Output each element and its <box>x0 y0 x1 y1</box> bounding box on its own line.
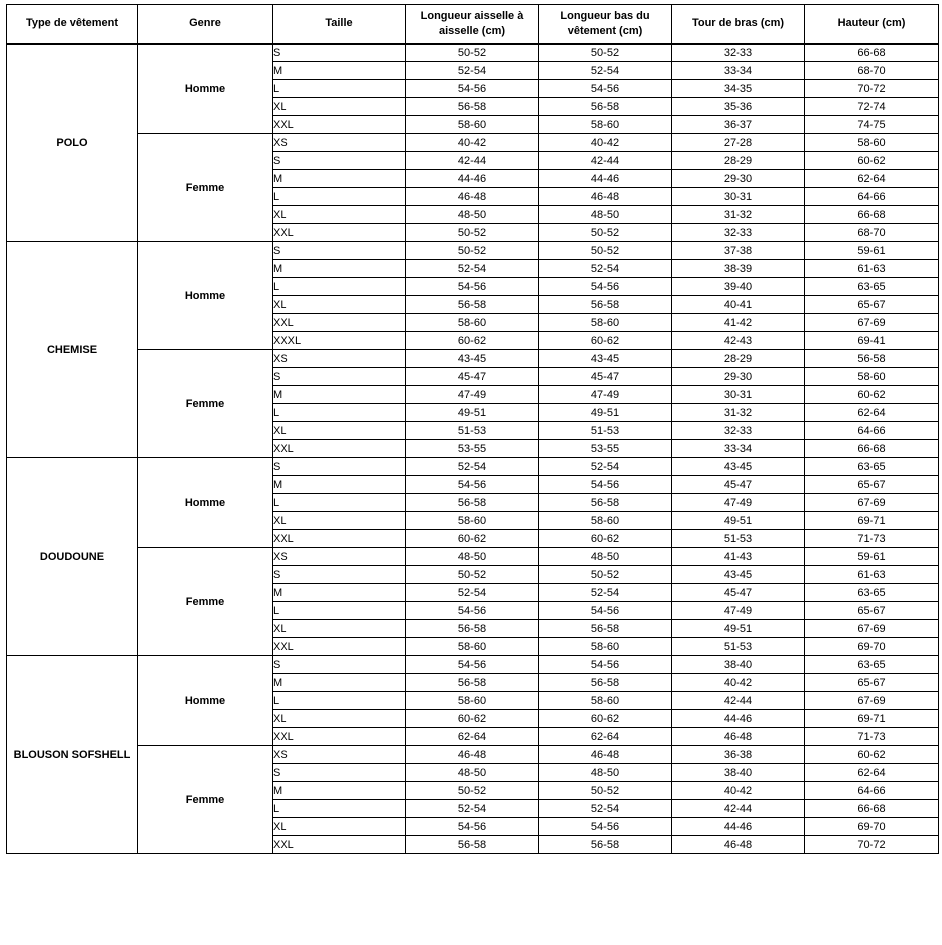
size-cell: XXL <box>273 440 406 458</box>
size-cell: L <box>273 188 406 206</box>
size-cell: L <box>273 404 406 422</box>
table-row <box>7 134 939 152</box>
header-bottom-length: Longueur bas du vêtement (cm) <box>539 5 672 44</box>
armpit-length-cell: 44-46 <box>406 170 539 188</box>
size-cell: S <box>273 44 406 62</box>
armpit-length-cell: 49-51 <box>406 404 539 422</box>
height-cell: 71-73 <box>805 728 939 746</box>
armpit-length-cell: 60-62 <box>406 530 539 548</box>
height-cell: 65-67 <box>805 674 939 692</box>
arm-circumference-cell: 41-42 <box>672 314 805 332</box>
bottom-length-cell: 52-54 <box>539 458 672 476</box>
bottom-length-cell: 62-64 <box>539 728 672 746</box>
armpit-length-cell: 52-54 <box>406 584 539 602</box>
header-size: Taille <box>273 5 406 44</box>
arm-circumference-cell: 44-46 <box>672 818 805 836</box>
bottom-length-cell: 54-56 <box>539 602 672 620</box>
height-cell: 58-60 <box>805 368 939 386</box>
header-arm-circumference: Tour de bras (cm) <box>672 5 805 44</box>
size-cell: XL <box>273 206 406 224</box>
height-cell: 62-64 <box>805 404 939 422</box>
gender-cell: Homme <box>138 656 273 746</box>
size-cell: S <box>273 368 406 386</box>
height-cell: 68-70 <box>805 62 939 80</box>
size-cell: M <box>273 584 406 602</box>
armpit-length-cell: 53-55 <box>406 440 539 458</box>
armpit-length-cell: 56-58 <box>406 836 539 854</box>
size-cell: M <box>273 386 406 404</box>
arm-circumference-cell: 30-31 <box>672 188 805 206</box>
bottom-length-cell: 48-50 <box>539 764 672 782</box>
size-cell: XS <box>273 134 406 152</box>
arm-circumference-cell: 45-47 <box>672 476 805 494</box>
height-cell: 62-64 <box>805 170 939 188</box>
arm-circumference-cell: 29-30 <box>672 170 805 188</box>
arm-circumference-cell: 39-40 <box>672 278 805 296</box>
bottom-length-cell: 56-58 <box>539 494 672 512</box>
size-cell: S <box>273 764 406 782</box>
armpit-length-cell: 48-50 <box>406 206 539 224</box>
table-row <box>7 242 939 260</box>
garment-type-cell: DOUDOUNE <box>7 458 138 656</box>
bottom-length-cell: 50-52 <box>539 566 672 584</box>
armpit-length-cell: 54-56 <box>406 602 539 620</box>
bottom-length-cell: 56-58 <box>539 296 672 314</box>
header-height: Hauteur (cm) <box>805 5 939 44</box>
arm-circumference-cell: 40-41 <box>672 296 805 314</box>
arm-circumference-cell: 32-33 <box>672 224 805 242</box>
arm-circumference-cell: 47-49 <box>672 494 805 512</box>
bottom-length-cell: 54-56 <box>539 278 672 296</box>
armpit-length-cell: 43-45 <box>406 350 539 368</box>
height-cell: 69-71 <box>805 710 939 728</box>
arm-circumference-cell: 28-29 <box>672 152 805 170</box>
armpit-length-cell: 58-60 <box>406 638 539 656</box>
armpit-length-cell: 58-60 <box>406 692 539 710</box>
size-cell: XXL <box>273 116 406 134</box>
bottom-length-cell: 54-56 <box>539 656 672 674</box>
armpit-length-cell: 46-48 <box>406 188 539 206</box>
armpit-length-cell: 46-48 <box>406 746 539 764</box>
armpit-length-cell: 54-56 <box>406 818 539 836</box>
armpit-length-cell: 58-60 <box>406 314 539 332</box>
height-cell: 67-69 <box>805 692 939 710</box>
height-cell: 64-66 <box>805 188 939 206</box>
arm-circumference-cell: 51-53 <box>672 530 805 548</box>
bottom-length-cell: 52-54 <box>539 584 672 602</box>
height-cell: 63-65 <box>805 584 939 602</box>
armpit-length-cell: 56-58 <box>406 98 539 116</box>
gender-cell: Femme <box>138 350 273 458</box>
arm-circumference-cell: 46-48 <box>672 728 805 746</box>
armpit-length-cell: 52-54 <box>406 800 539 818</box>
armpit-length-cell: 52-54 <box>406 62 539 80</box>
size-cell: XXL <box>273 728 406 746</box>
size-cell: L <box>273 602 406 620</box>
arm-circumference-cell: 45-47 <box>672 584 805 602</box>
bottom-length-cell: 56-58 <box>539 674 672 692</box>
size-cell: XL <box>273 98 406 116</box>
arm-circumference-cell: 31-32 <box>672 206 805 224</box>
size-chart-table <box>6 4 939 854</box>
height-cell: 61-63 <box>805 260 939 278</box>
gender-cell: Femme <box>138 746 273 854</box>
size-cell: L <box>273 692 406 710</box>
height-cell: 70-72 <box>805 80 939 98</box>
height-cell: 65-67 <box>805 476 939 494</box>
arm-circumference-cell: 38-40 <box>672 656 805 674</box>
height-cell: 66-68 <box>805 44 939 62</box>
armpit-length-cell: 62-64 <box>406 728 539 746</box>
armpit-length-cell: 50-52 <box>406 242 539 260</box>
bottom-length-cell: 47-49 <box>539 386 672 404</box>
armpit-length-cell: 54-56 <box>406 656 539 674</box>
height-cell: 67-69 <box>805 314 939 332</box>
table-body <box>7 44 939 854</box>
bottom-length-cell: 51-53 <box>539 422 672 440</box>
bottom-length-cell: 52-54 <box>539 800 672 818</box>
size-cell: S <box>273 152 406 170</box>
bottom-length-cell: 49-51 <box>539 404 672 422</box>
arm-circumference-cell: 43-45 <box>672 458 805 476</box>
size-cell: XXL <box>273 530 406 548</box>
height-cell: 69-41 <box>805 332 939 350</box>
height-cell: 67-69 <box>805 494 939 512</box>
size-cell: M <box>273 170 406 188</box>
armpit-length-cell: 56-58 <box>406 620 539 638</box>
size-cell: XL <box>273 296 406 314</box>
bottom-length-cell: 56-58 <box>539 836 672 854</box>
arm-circumference-cell: 42-44 <box>672 692 805 710</box>
height-cell: 58-60 <box>805 134 939 152</box>
height-cell: 66-68 <box>805 440 939 458</box>
armpit-length-cell: 60-62 <box>406 332 539 350</box>
size-cell: M <box>273 782 406 800</box>
height-cell: 62-64 <box>805 764 939 782</box>
bottom-length-cell: 50-52 <box>539 44 672 62</box>
size-cell: XL <box>273 710 406 728</box>
arm-circumference-cell: 27-28 <box>672 134 805 152</box>
bottom-length-cell: 40-42 <box>539 134 672 152</box>
table-row <box>7 44 939 62</box>
armpit-length-cell: 50-52 <box>406 224 539 242</box>
bottom-length-cell: 60-62 <box>539 332 672 350</box>
garment-type-cell: BLOUSON SOFSHELL <box>7 656 138 854</box>
height-cell: 65-67 <box>805 602 939 620</box>
arm-circumference-cell: 33-34 <box>672 440 805 458</box>
height-cell: 69-70 <box>805 638 939 656</box>
size-cell: XXL <box>273 314 406 332</box>
arm-circumference-cell: 33-34 <box>672 62 805 80</box>
height-cell: 63-65 <box>805 458 939 476</box>
bottom-length-cell: 56-58 <box>539 620 672 638</box>
size-cell: L <box>273 80 406 98</box>
arm-circumference-cell: 44-46 <box>672 710 805 728</box>
arm-circumference-cell: 35-36 <box>672 98 805 116</box>
bottom-length-cell: 58-60 <box>539 116 672 134</box>
size-cell: S <box>273 656 406 674</box>
table-row <box>7 350 939 368</box>
size-cell: XL <box>273 818 406 836</box>
height-cell: 60-62 <box>805 386 939 404</box>
armpit-length-cell: 56-58 <box>406 296 539 314</box>
bottom-length-cell: 50-52 <box>539 224 672 242</box>
size-cell: XXXL <box>273 332 406 350</box>
bottom-length-cell: 44-46 <box>539 170 672 188</box>
size-cell: L <box>273 278 406 296</box>
arm-circumference-cell: 38-39 <box>672 260 805 278</box>
bottom-length-cell: 58-60 <box>539 638 672 656</box>
size-cell: XL <box>273 512 406 530</box>
arm-circumference-cell: 49-51 <box>672 512 805 530</box>
armpit-length-cell: 48-50 <box>406 764 539 782</box>
bottom-length-cell: 58-60 <box>539 314 672 332</box>
armpit-length-cell: 48-50 <box>406 548 539 566</box>
arm-circumference-cell: 34-35 <box>672 80 805 98</box>
arm-circumference-cell: 36-37 <box>672 116 805 134</box>
size-cell: S <box>273 566 406 584</box>
bottom-length-cell: 54-56 <box>539 80 672 98</box>
height-cell: 69-71 <box>805 512 939 530</box>
size-cell: M <box>273 62 406 80</box>
header-row <box>7 5 939 44</box>
height-cell: 63-65 <box>805 656 939 674</box>
height-cell: 68-70 <box>805 224 939 242</box>
size-cell: XS <box>273 350 406 368</box>
size-cell: M <box>273 674 406 692</box>
height-cell: 60-62 <box>805 152 939 170</box>
size-cell: XS <box>273 746 406 764</box>
arm-circumference-cell: 49-51 <box>672 620 805 638</box>
height-cell: 59-61 <box>805 548 939 566</box>
arm-circumference-cell: 51-53 <box>672 638 805 656</box>
height-cell: 66-68 <box>805 800 939 818</box>
size-cell: S <box>273 242 406 260</box>
arm-circumference-cell: 42-43 <box>672 332 805 350</box>
armpit-length-cell: 50-52 <box>406 566 539 584</box>
header-type: Type de vêtement <box>7 5 138 44</box>
height-cell: 61-63 <box>805 566 939 584</box>
table-row <box>7 746 939 764</box>
bottom-length-cell: 53-55 <box>539 440 672 458</box>
gender-cell: Homme <box>138 458 273 548</box>
arm-circumference-cell: 40-42 <box>672 782 805 800</box>
armpit-length-cell: 42-44 <box>406 152 539 170</box>
arm-circumference-cell: 47-49 <box>672 602 805 620</box>
armpit-length-cell: 54-56 <box>406 476 539 494</box>
height-cell: 67-69 <box>805 620 939 638</box>
bottom-length-cell: 43-45 <box>539 350 672 368</box>
gender-cell: Homme <box>138 242 273 350</box>
height-cell: 56-58 <box>805 350 939 368</box>
header-armpit-length: Longueur aisselle à aisselle (cm) <box>406 5 539 44</box>
armpit-length-cell: 60-62 <box>406 710 539 728</box>
size-cell: XL <box>273 620 406 638</box>
bottom-length-cell: 48-50 <box>539 548 672 566</box>
height-cell: 60-62 <box>805 746 939 764</box>
size-cell: XXL <box>273 638 406 656</box>
bottom-length-cell: 60-62 <box>539 530 672 548</box>
arm-circumference-cell: 28-29 <box>672 350 805 368</box>
size-cell: XXL <box>273 224 406 242</box>
size-cell: XS <box>273 548 406 566</box>
size-cell: XL <box>273 422 406 440</box>
bottom-length-cell: 45-47 <box>539 368 672 386</box>
armpit-length-cell: 58-60 <box>406 116 539 134</box>
bottom-length-cell: 58-60 <box>539 692 672 710</box>
armpit-length-cell: 52-54 <box>406 458 539 476</box>
arm-circumference-cell: 29-30 <box>672 368 805 386</box>
size-cell: M <box>273 476 406 494</box>
arm-circumference-cell: 32-33 <box>672 44 805 62</box>
armpit-length-cell: 50-52 <box>406 44 539 62</box>
armpit-length-cell: 40-42 <box>406 134 539 152</box>
arm-circumference-cell: 32-33 <box>672 422 805 440</box>
garment-type-cell: POLO <box>7 44 138 242</box>
armpit-length-cell: 50-52 <box>406 782 539 800</box>
table-row <box>7 548 939 566</box>
armpit-length-cell: 45-47 <box>406 368 539 386</box>
height-cell: 64-66 <box>805 782 939 800</box>
bottom-length-cell: 48-50 <box>539 206 672 224</box>
size-cell: S <box>273 458 406 476</box>
height-cell: 74-75 <box>805 116 939 134</box>
arm-circumference-cell: 42-44 <box>672 800 805 818</box>
armpit-length-cell: 47-49 <box>406 386 539 404</box>
armpit-length-cell: 56-58 <box>406 494 539 512</box>
table-row <box>7 458 939 476</box>
arm-circumference-cell: 37-38 <box>672 242 805 260</box>
garment-type-cell: CHEMISE <box>7 242 138 458</box>
bottom-length-cell: 50-52 <box>539 242 672 260</box>
height-cell: 69-70 <box>805 818 939 836</box>
arm-circumference-cell: 41-43 <box>672 548 805 566</box>
bottom-length-cell: 50-52 <box>539 782 672 800</box>
bottom-length-cell: 42-44 <box>539 152 672 170</box>
armpit-length-cell: 54-56 <box>406 80 539 98</box>
height-cell: 66-68 <box>805 206 939 224</box>
height-cell: 65-67 <box>805 296 939 314</box>
arm-circumference-cell: 30-31 <box>672 386 805 404</box>
armpit-length-cell: 52-54 <box>406 260 539 278</box>
bottom-length-cell: 54-56 <box>539 818 672 836</box>
arm-circumference-cell: 38-40 <box>672 764 805 782</box>
size-cell: XXL <box>273 836 406 854</box>
bottom-length-cell: 54-56 <box>539 476 672 494</box>
arm-circumference-cell: 40-42 <box>672 674 805 692</box>
height-cell: 70-72 <box>805 836 939 854</box>
arm-circumference-cell: 43-45 <box>672 566 805 584</box>
armpit-length-cell: 56-58 <box>406 674 539 692</box>
header-gender: Genre <box>138 5 273 44</box>
armpit-length-cell: 58-60 <box>406 512 539 530</box>
bottom-length-cell: 60-62 <box>539 710 672 728</box>
height-cell: 59-61 <box>805 242 939 260</box>
armpit-length-cell: 51-53 <box>406 422 539 440</box>
bottom-length-cell: 56-58 <box>539 98 672 116</box>
gender-cell: Femme <box>138 548 273 656</box>
arm-circumference-cell: 36-38 <box>672 746 805 764</box>
armpit-length-cell: 54-56 <box>406 278 539 296</box>
bottom-length-cell: 52-54 <box>539 260 672 278</box>
arm-circumference-cell: 31-32 <box>672 404 805 422</box>
gender-cell: Femme <box>138 134 273 242</box>
size-cell: L <box>273 800 406 818</box>
table-row <box>7 656 939 674</box>
height-cell: 72-74 <box>805 98 939 116</box>
height-cell: 64-66 <box>805 422 939 440</box>
bottom-length-cell: 58-60 <box>539 512 672 530</box>
height-cell: 63-65 <box>805 278 939 296</box>
bottom-length-cell: 46-48 <box>539 746 672 764</box>
arm-circumference-cell: 46-48 <box>672 836 805 854</box>
size-cell: L <box>273 494 406 512</box>
height-cell: 71-73 <box>805 530 939 548</box>
bottom-length-cell: 46-48 <box>539 188 672 206</box>
bottom-length-cell: 52-54 <box>539 62 672 80</box>
gender-cell: Homme <box>138 44 273 134</box>
size-cell: M <box>273 260 406 278</box>
